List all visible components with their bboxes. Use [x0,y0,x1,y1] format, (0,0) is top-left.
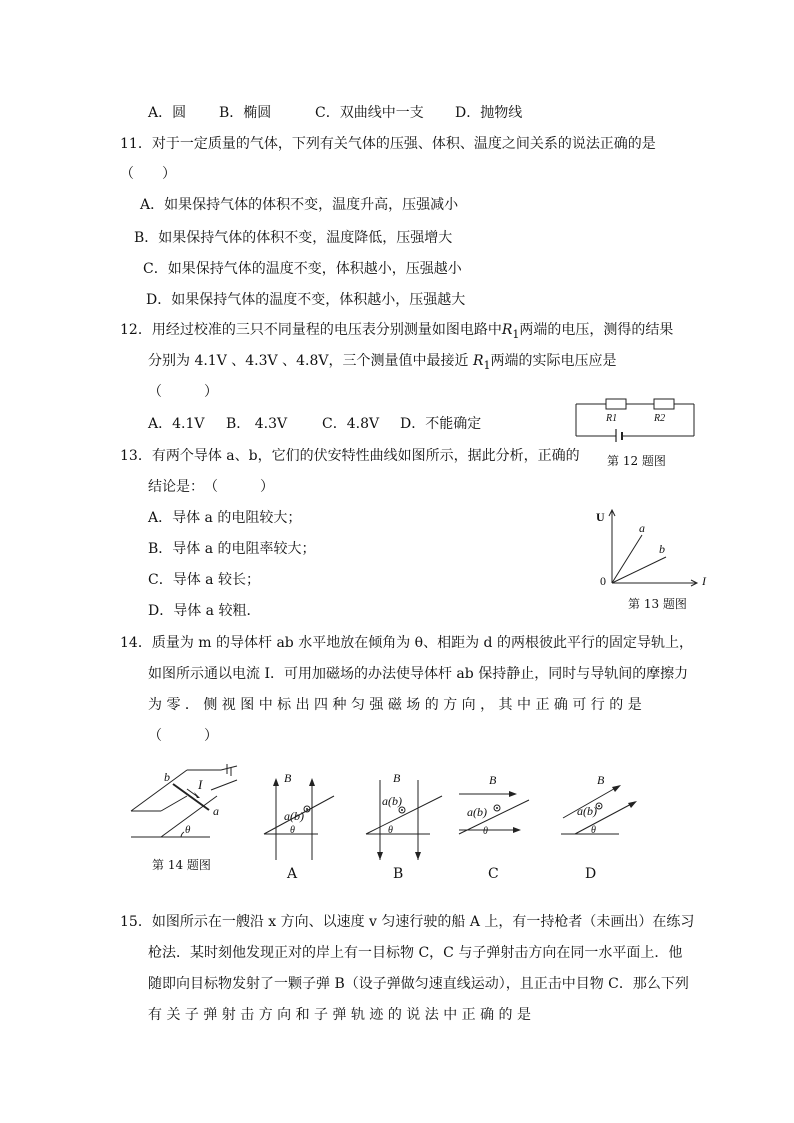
resistor-r2 [654,399,674,409]
q14-panel-c-label: C [488,866,499,882]
b-label: B [393,771,401,785]
q10-option-c: C．双曲线中一支 [315,105,424,121]
q13-option-c: C．导体 a 较长； [148,572,260,588]
current-label: I [198,777,203,792]
q13-figure-caption: 第 13 题图 [628,597,687,611]
ab-label: a(b) [382,794,402,808]
q11-blank: （ ） [120,166,176,182]
q10-option-b: B．椭圆 [219,105,272,121]
b-label: b [659,542,665,556]
b-label: B [284,771,292,785]
a-label: a [639,521,645,535]
q14-blank: （ ） [148,728,218,744]
q11-option-d: D．如果保持气体的温度不变，体积越小，压强越大 [146,292,466,308]
q14-panel-a-label: A [287,866,298,882]
q14-main-figure [125,762,240,842]
q13-line2: 结论是： （ ） [148,479,274,495]
q11-option-c: C．如果保持气体的温度不变，体积越小，压强越小 [143,261,462,277]
q15-line2: 枪法．某时刻他发现正对的岸上有一目标物 C，C 与子弹射击方向在同一水平面上．他 [148,945,683,961]
b-label: B [597,773,605,787]
q14-panel-d [555,770,640,862]
resistor-r1 [606,399,626,409]
q13-option-d: D．导体 a 较粗． [148,603,261,619]
q12-option-b: B． 4.3V [226,416,288,432]
q14-panel-b-label: B [393,866,404,882]
a-end-label: a [213,804,219,818]
ab-label: a(b) [577,804,597,818]
q13-line1: 13．有两个导体 a、b，它们的伏安特性曲线如图所示，据此分析，正确的 [120,448,580,464]
q12-line2: 分别为 4.1V 、4.3V 、4.8V，三个测量值中最接近 $R_1$两端的实际电压应是 [148,353,617,372]
b-label: B [489,773,497,787]
origin-label: 0 [600,574,606,588]
q11-option-b: B．如果保持气体的体积不变，温度降低，压强增大 [134,230,453,246]
ab-label: a(b) [284,809,304,823]
q14-line1: 14．质量为 m 的导体杆 ab 水平地放在倾角为 θ、相距为 d 的两根彼此平行的固定导轨上， [120,635,693,651]
q11-stem: 11．对于一定质量的气体，下列有关气体的压强、体积、温度之间关系的说法正确的是 [120,136,656,152]
q15-line1: 15．如图所示在一艘沿 x 方向、以速度 v 匀速行驶的船 A 上，有一持枪者（未画出）在练习 [120,914,695,930]
q12-option-c: C．4.8V [322,416,380,432]
q13-option-a: A．导体 a 的电阻较大； [148,510,302,526]
q12-figure-caption: 第 12 题图 [607,454,666,468]
rod-ab [173,784,209,810]
r2-label: R2 [654,413,666,424]
theta-label: θ [290,825,295,836]
q10-option-d: D．抛物线 [455,105,523,121]
q12-option-d: D．不能确定 [400,416,482,432]
ab-label: a(b) [467,805,487,819]
theta-label: θ [388,825,393,836]
b-end-label: b [164,770,170,784]
q14-panel-c [455,770,535,862]
theta-label: θ [483,826,488,837]
q12-option-a: A．4.1V [148,416,205,432]
q12-circuit-figure [570,392,700,442]
q12-line1: 12．用经过校准的三只不同量程的电压表分别测量如图电路中$R_1$两端的电压，测得的结果 [120,322,674,341]
q11-option-a: A．如果保持气体的体积不变，温度升高，压强减小 [140,197,459,213]
q14-figure-caption: 第 14 题图 [152,858,211,872]
q14-panel-a [258,770,343,862]
q14-panel-b [360,770,450,862]
q10-option-a: A．圆 [148,105,187,121]
u-label: U [596,510,605,524]
i-label: I [702,574,706,588]
q15-line3: 随即向目标物发射了一颗子弹 B（设子弹做匀速直线运动），且正击中目物 C．那么下列 [148,976,689,992]
q14-panel-d-label: D [585,866,597,882]
q14-line3: 为 零 ． 侧 视 图 中 标 出 四 种 匀 强 磁 场 的 方 向 ， 其 中 正 确 可 行 的 是 [148,697,642,713]
theta-label: θ [185,824,191,836]
q15-line4: 有 关 子 弹 射 击 方 向 和 子 弹 轨 迹 的 说 法 中 正 确 的 是 [148,1007,532,1023]
r1-label: R1 [606,413,618,424]
q14-line2: 如图所示通以电流 I．可用加磁场的办法使导体杆 ab 保持静止，同时与导轨间的摩擦力 [148,666,689,682]
q13-option-b: B．导体 a 的电阻率较大； [148,541,316,557]
theta-label: θ [591,825,596,836]
q12-blank: （ ） [148,384,218,400]
q13-ui-graph [590,505,715,595]
